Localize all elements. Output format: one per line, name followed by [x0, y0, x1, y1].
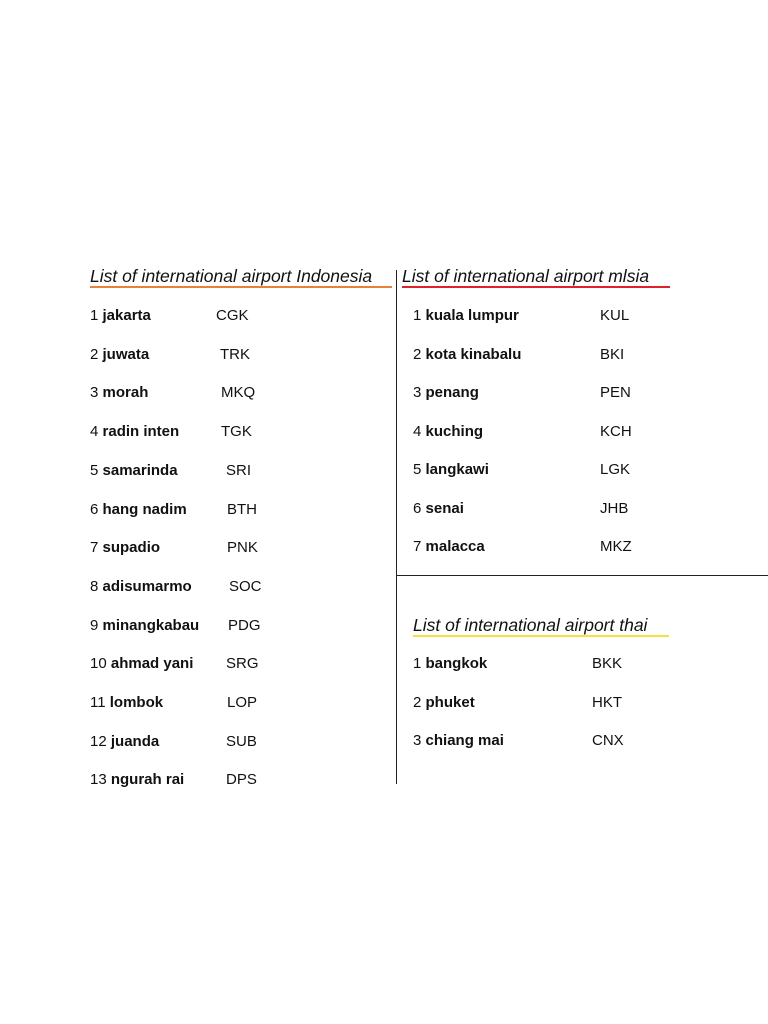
- indonesia-airport-row: [90, 423, 179, 441]
- airport-name: hang nadim: [102, 500, 187, 518]
- airport-name: ngurah rai: [110, 771, 185, 789]
- thailand-heading-underline: [413, 635, 669, 637]
- airport-number: 2: [413, 345, 422, 363]
- indonesia-airport-row: [90, 501, 187, 519]
- airport-code: SOC: [229, 577, 262, 595]
- malaysia-airport-row: [413, 538, 485, 556]
- indonesia-airport-row: [90, 384, 148, 402]
- airport-name: kuching: [425, 422, 484, 440]
- indonesia-airport-row: [90, 771, 184, 789]
- airport-name: juwata: [102, 345, 150, 363]
- airport-name: minangkabau: [102, 616, 200, 634]
- airport-number: 3: [90, 384, 99, 402]
- airport-code: CNX: [592, 732, 624, 749]
- airport-number: 6: [90, 500, 99, 518]
- airport-code: KCH: [600, 422, 632, 440]
- airport-code: DPS: [226, 771, 257, 789]
- airport-code: BKK: [592, 655, 623, 672]
- airport-number: 5: [413, 461, 422, 478]
- airport-number: 11: [90, 694, 106, 711]
- indonesia-airport-row: [90, 346, 149, 364]
- airport-code: HKT: [592, 693, 622, 711]
- indonesia-airport-row: [90, 617, 199, 635]
- airport-code: BTH: [227, 500, 257, 518]
- airport-name: radin inten: [102, 423, 180, 441]
- airport-name: ahmad yani: [110, 655, 194, 673]
- thailand-airport-row: [413, 694, 475, 712]
- airport-name: lombok: [109, 694, 164, 711]
- airport-code: TRK: [220, 345, 250, 363]
- vertical-divider: [396, 270, 397, 784]
- airport-name: senai: [425, 499, 464, 517]
- airport-code: KUL: [600, 307, 630, 324]
- malaysia-airport-row: [413, 500, 464, 518]
- malaysia-airport-row: [413, 346, 521, 364]
- thailand-airport-row: [413, 732, 504, 750]
- airport-name: phuket: [425, 693, 475, 711]
- indonesia-airport-row: [90, 694, 163, 712]
- indonesia-airport-row: [90, 733, 159, 751]
- airport-number: 4: [413, 422, 422, 440]
- airport-name: adisumarmo: [102, 577, 192, 595]
- airport-code: SRI: [226, 461, 252, 479]
- indonesia-heading: List of international airport Indonesia: [90, 266, 373, 286]
- airport-number: 7: [90, 539, 99, 557]
- airport-number: 12: [90, 732, 107, 750]
- airport-code: LOP: [227, 694, 258, 711]
- airport-number: 1: [413, 307, 422, 324]
- airport-code: SRG: [226, 655, 259, 673]
- airport-code: BKI: [600, 345, 625, 363]
- thailand-airport-row: [413, 655, 487, 673]
- airport-code: CGK: [216, 307, 249, 324]
- thailand-heading: List of international airport thai: [413, 615, 648, 635]
- airport-number: 8: [90, 577, 99, 595]
- malaysia-airport-row: [413, 384, 479, 402]
- airport-name: samarinda: [102, 461, 178, 479]
- indonesia-heading-underline: [90, 286, 392, 288]
- airport-name: jakarta: [102, 307, 151, 324]
- indonesia-airport-row: [90, 539, 160, 557]
- airport-number: 9: [90, 616, 99, 634]
- malaysia-airport-row: [413, 423, 483, 441]
- airport-number: 1: [90, 307, 99, 324]
- malaysia-airport-row: [413, 307, 519, 325]
- airport-code: JHB: [600, 499, 629, 517]
- airport-code: TGK: [221, 423, 252, 441]
- airport-name: juanda: [110, 732, 160, 750]
- airport-name: langkawi: [425, 461, 489, 478]
- airport-name: supadio: [102, 539, 161, 557]
- airport-name: chiang mai: [425, 732, 504, 749]
- airport-number: 5: [90, 461, 99, 479]
- airport-number: 1: [413, 655, 422, 672]
- airport-number: 4: [90, 423, 99, 441]
- airport-number: 6: [413, 499, 422, 517]
- airport-code: PNK: [227, 539, 258, 557]
- airport-number: 10: [90, 655, 107, 673]
- airport-name: malacca: [425, 538, 485, 555]
- horizontal-divider: [396, 575, 768, 576]
- indonesia-airport-row: [90, 307, 151, 325]
- airport-name: morah: [102, 384, 149, 402]
- airport-number: 3: [413, 384, 422, 401]
- airport-code: LGK: [600, 461, 631, 478]
- indonesia-airport-row: [90, 462, 178, 480]
- airport-number: 2: [413, 693, 422, 711]
- airport-name: kuala lumpur: [425, 307, 519, 324]
- airport-code: MKQ: [221, 384, 256, 402]
- airport-name: kota kinabalu: [425, 345, 522, 363]
- airport-number: 3: [413, 732, 422, 749]
- airport-code: PEN: [600, 384, 631, 401]
- airport-name: bangkok: [425, 655, 488, 672]
- airport-number: 7: [413, 538, 422, 555]
- indonesia-airport-row: [90, 655, 193, 673]
- indonesia-airport-row: [90, 578, 192, 596]
- airport-code: MKZ: [600, 538, 632, 555]
- airport-number: 2: [90, 345, 99, 363]
- airport-code: SUB: [226, 732, 257, 750]
- airport-code: PDG: [228, 616, 261, 634]
- malaysia-heading: List of international airport mlsia: [402, 266, 650, 286]
- airport-number: 13: [90, 771, 107, 789]
- malaysia-heading-underline: [402, 286, 670, 288]
- malaysia-airport-row: [413, 461, 489, 479]
- airport-name: penang: [425, 384, 479, 401]
